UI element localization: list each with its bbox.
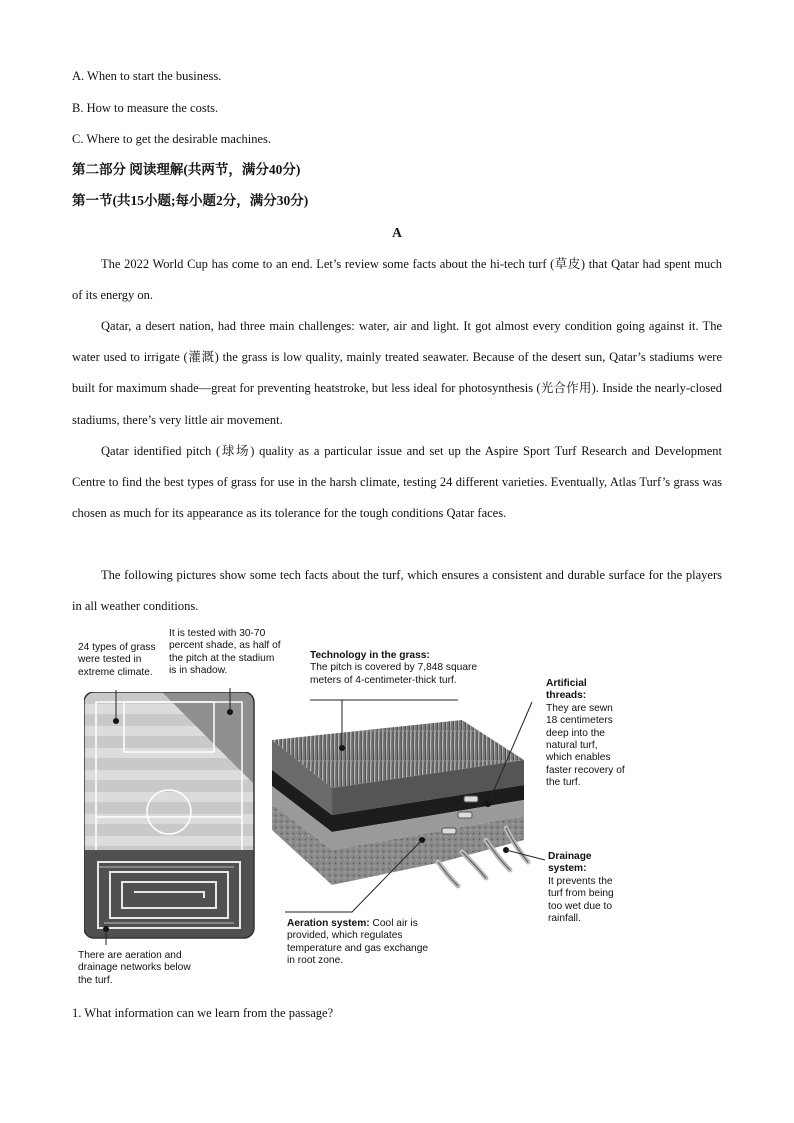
aeration-text: Cool air is provided, which regulates temperature and gas exchange in root zone. [287,918,429,967]
option-a: A. When to start the business. [72,69,222,83]
paragraph-1: The 2022 World Cup has come to an end. Let’s review some facts about the hi-tech turf (草皮) that Qatar had spent much of its energy on. [72,257,722,303]
paragraph-2: Qatar, a desert nation, had three main challenges: water, air and light. It got almost every condition going against it. The water used to irrigate (灌溉) the grass is low quality, mainly treated seawater. Because of the desert sun, Qatar’s stadiums were built for maximum shade—great for preventing heatstroke, but less ideal for photosynthesis (光合作用). Inside the nearly-closed stadiums, there’s very little air movement. [72,319,722,427]
section-heading: 第一节(共15小题;每小题2分，满分30分) [72,193,309,208]
tech-note [310,650,500,687]
option-c: C. Where to get the desirable machines. [72,132,272,146]
drainage-text: It prevents the turf from being too wet due to rainfall. [548,875,614,925]
passage-label: A [392,225,402,240]
grass-types-note: 24 types of grass were tested in extreme climate. [78,642,156,678]
aeration-note [287,918,437,968]
tech-title: Technology in the grass: [310,650,430,661]
paragraph-4: The following pictures show some tech facts about the turf, which ensures a consistent and durable surface for the players in all weather conditions. [72,568,722,614]
shade-note: It is tested with 30-70 percent shade, as half of the pitch at the stadium is in shadow. [169,628,281,677]
drainage-title: Drainage system: [548,851,592,875]
aeration-title: Aeration system: [287,918,370,929]
option-b: B. How to measure the costs. [72,101,219,115]
threads-title: Artificial threads: [546,678,587,702]
networks-note: There are aeration and drainage networks below the turf. [78,950,191,986]
paragraph-3: Qatar identified pitch (球场) quality as a particular issue and set up the Aspire Sport Turf Research and Development Centre to find the best types of grass for use in the harsh climate, testing 24 different varieties. Eventually, Atlas Turf’s grass was chosen as much for its appearance as its tolerance for the tough conditions Qatar faces. [72,444,722,521]
tech-text: The pitch is covered by 7,848 square meters of 4-centimeter-thick turf. [310,662,478,686]
threads-text: They are sewn 18 centimeters deep into the natural turf, which enables faster recovery of the turf. [546,702,625,789]
question-1: 1. What information can we learn from the passage? [72,1006,334,1020]
part-heading: 第二部分 阅读理解(共两节，满分40分) [72,162,301,177]
drainage-note [548,851,628,925]
threads-note [546,678,626,790]
